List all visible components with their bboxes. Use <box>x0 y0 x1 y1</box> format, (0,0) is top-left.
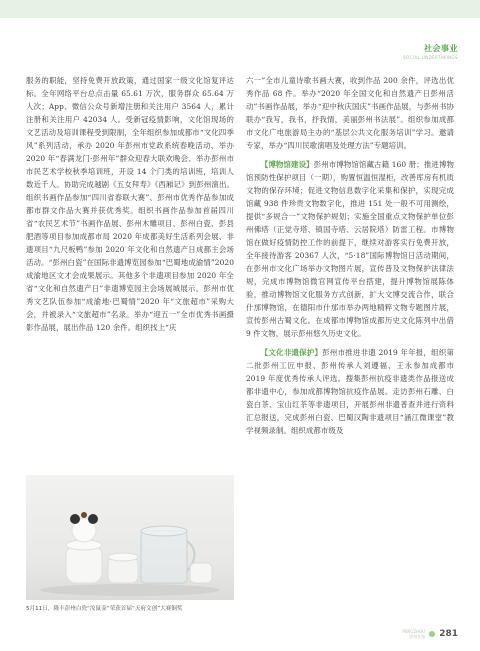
body-paragraph: 服务的职能，坚持免费开放政策，通过国家一级文化馆复评达标。全年网络平台总点击量 65.61 万次，服务群众 65.64 万人次；App、微信公众号新增注册和关注用户 3564 人，累计注册和关注用户 42034 人。受新冠疫情影响，文化馆现场的文艺活动及培训课程受到限制，全年组织参加成都市“文化四季风”系列活动，承办 2020 年彭州市党政系统春晚活动、举办 2020 年“春满龙门·彭州年”群众迎春大联欢晚会、举办彭州市市民艺术学校秋季培训班，开设 14 个门类的培训班，培训人数近千人。协助完成越剧《五女拜寿》《西厢记》到彭州演出。组织书画作品参加“四川省春联大赛”、彭州市优秀作品参加成都市群文作品大赛并获优秀奖。组织书画作品参加首届四川省“农民艺术节”书画作品展、彭州木雕项目、彭州白瓷、彭县肥酒等项目参加成都市局 2020 年成都美好生活系列会展、非遗项目“九尺板鸭”参加 2020 年文化和自然遗产日成都主会场活动。“彭州白瓷”在国际非遗博览园参加“巴蜀地成渝情”2020 成渝地区文才会成果展示。其他多个非遗项目参加 2020 年全省“文化和自然遗产日”非遗博览园主会场展城展示。彭州市优秀文艺队伍参加“成渝地·巴蜀情”2020 年“文旅超市”采购大会，并被录入“文旅超市”名录。举办“迎五一”全市优秀书画摄影作品展，展出作品 120 余件。组织找上“庆 <box>26 76 234 332</box>
museum-text: 彭州市博物馆馆藏古籍 160 册；推进博物馆预防性保护项目（一期），购置恒温恒湿柜，改善库房有机质文物的保存环境；促进文物信息数字化采集和保护，实现完成馆藏 938 件珍贵文物数字化，推进 151 处一般不可用测绘，提供“多规合一”文物保护规划；实施全国重点文物保护单位彭州佛塔（正觉寺塔、镇国寺塔、云居院塔）防雷工程。市博物馆在做好疫情防控工作的前提下，继续对游客实行免费开放，全年接待游客 20367 人次，“5·18”国际博物馆日活动期间，在彭州市文化广场举办文物图片展，宣传普及文物保护法律法规，完成市博物馆微官网宣传平台搭建，提升博物馆展陈体验，推动博物馆文化服务方式创新，扩大文博交流合作，联合什邡博物馆，在德阳市什邡市举办两地精粹文物专题图片展，宣传彭州古蜀文化。在成都市博物馆成都历史文化陈列中出借 9 件文物，展示彭州悠久历史文化。 <box>246 160 454 338</box>
top-band <box>0 0 480 18</box>
page-header <box>403 43 458 60</box>
page-dot-icon <box>429 631 435 637</box>
footer-brand-line2: 彭州年鉴 <box>409 634 426 639</box>
section-tag-heritage: 【文化非遗保护】 <box>260 348 323 357</box>
body-paragraph: 六一”全市儿童诗歌书画大赛，收到作品 200 余件，评选出优秀作品 68 件。举办“2020 年全国文化和自然遗产日彭州活动”书画作品展，举办“迎中秋庆国庆”书画作品展，与彭州书协联办“我写，我书，抒我情，美丽彭州书法展”。组织参加成都市文化广电旅游局主办的“基层公共文化服务培训”学习。邀请专家，举办“四川民歌演唱及处理方法”专题培训。 <box>246 76 454 150</box>
museum-section <box>246 158 454 340</box>
section-title: 社会事业 <box>424 44 458 53</box>
footer-brand-line1: PENGZHOU <box>402 629 426 634</box>
photo-caption: 5月11日，隆丰彭州白瓷“汝鼠壶”荣获首届“天府文创”大赛铜奖 <box>26 606 183 612</box>
right-column <box>246 74 454 443</box>
page-number: 281 <box>439 629 458 639</box>
heritage-section <box>246 346 454 437</box>
section-subtitle: SOCIAL UNDERTAKINGS <box>403 55 458 60</box>
heritage-text: 彭州市推进非遗 2019 年年报，组织第二批彭州工匠申报、彭州传承人刘遵福、王永参加成都市 2019 年度优秀传承人评选。搜集彭州抗疫非遗类作品报送成都非遗中心，参加成都博物馆抗疫作品展。走访彭州石雕、白瓷白茶、宝山红茶等非遗项目，开展彭州非遗普查并进行资料汇总报送，完成彭州白瓷、巴蜀汉陶非遗项目“涵江微课堂”教学视频录制。组织成都市级及 <box>246 348 454 435</box>
porcelain-photo <box>26 475 234 600</box>
section-tag-museum: 【博物馆建设】 <box>260 160 314 169</box>
porcelain-teaset-illustration <box>26 475 234 600</box>
footer-brand <box>402 629 425 639</box>
page-footer <box>402 629 458 639</box>
left-column <box>26 74 234 340</box>
